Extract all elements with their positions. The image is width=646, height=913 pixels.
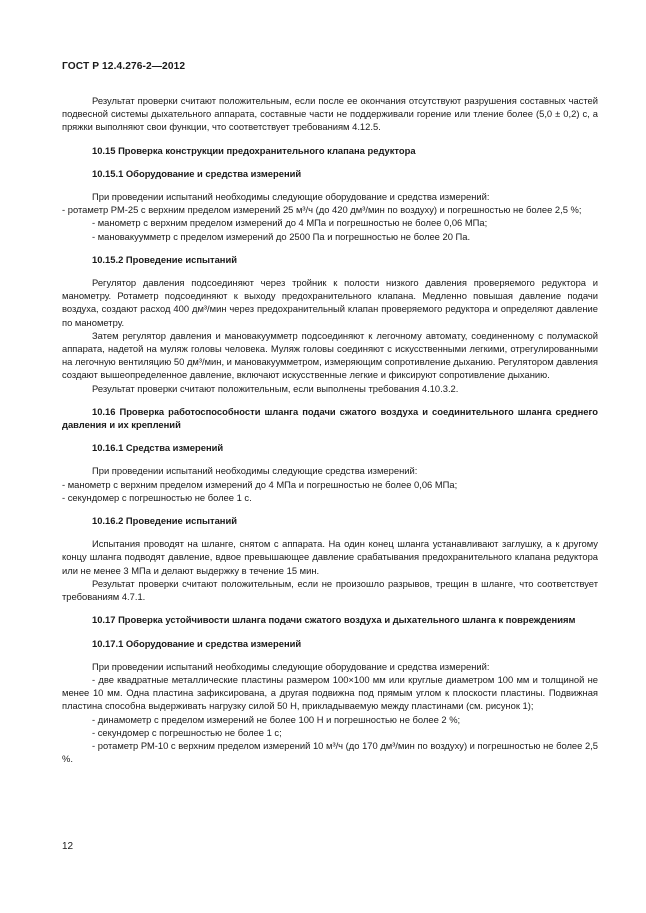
heading-10-15-2: 10.15.2 Проведение испытаний bbox=[92, 253, 237, 265]
heading-10-17-1: 10.17.1 Оборудование и средства измерений bbox=[92, 637, 302, 649]
paragraph-then-regulator: Затем регулятор давления и мановакуумметр подсоединяют к легочному автомату, соединенному с полумаской аппарата, надетой на муляж головы человека. Муляж головы соединяют с искусственными легкими, отрегулированными на легочную вентиляцию 50 дм³/мин, и мановакуумметром, измеряющим сопротивление дыханию. Регулятором давления создают вышеопределенное давление, включают искусственные легкие и фиксируют сопротивление дыханию. bbox=[62, 329, 598, 381]
document-body bbox=[62, 94, 598, 765]
heading-10-16-1: 10.16.1 Средства измерений bbox=[92, 442, 224, 454]
list-item-manometer-1: - манометр с верхним пределом измерений до 4 МПа и погрешностью не более 0,06 МПа; bbox=[92, 217, 488, 229]
list-item-rotameter-rm25: - ротаметр РМ-25 с верхним пределом измерений 25 м³/ч (до 420 дм³/мин по воздуху) и погрешностью не более 2,5 %; bbox=[62, 204, 582, 216]
heading-10-17: 10.17 Проверка устойчивости шланга подачи сжатого воздуха и дыхательного шланга к повреждениям bbox=[92, 614, 576, 626]
list-item-stopwatch-2: - секундомер с погрешностью не более 1 с; bbox=[92, 726, 282, 738]
list-item-rotameter-rm10: - ротаметр РМ-10 с верхним пределом измерений 10 м³/ч (до 170 дм³/мин по воздуху) и погрешностью не более 2,5 %. bbox=[62, 739, 598, 765]
list-item-plates: - две квадратные металлические пластины размером 100×100 мм или круглые диаметром 100 мм и толщиной не менее 10 мм. Одна пластина зафиксирована, а другая подвижна под прямым углом к плоскости пластины. Подвижная пластина способна выдерживать нагрузку силой 50 Н, прикладываемую между пластинами (см. рисунок 1); bbox=[62, 673, 598, 712]
list-item-manovacuummeter: - мановакуумметр с пределом измерений до 2500 Па и погрешностью не более 20 Па. bbox=[92, 230, 471, 242]
paragraph-regulator: Регулятор давления подсоединяют через тройник к полости низкого давления проверяемого редуктора и манометру. Ротаметр подсоединяют к выходу предохранительного клапана. Медленно повышая давление подачи воздуха, создают расход 400 дм³/мин через предохранительный клапан проверяемого редуктора и определяют давление по манометру. bbox=[62, 277, 598, 328]
paragraph-equipment-intro-2: При проведении испытаний необходимы следующие оборудование и средства измерений: bbox=[92, 660, 490, 672]
paragraph-hose-test: Испытания проводят на шланге, снятом с аппарата. На один конец шланга устанавливают заглушку, а к другому концу шланга подводят давление, вдвое превышающее давление срабатывания предохранительного клапана редуктора или не менее 3 МПа и делают выдержку в течение 15 мин. bbox=[62, 538, 598, 576]
paragraph-result-3: Результат проверки считают положительным, если не произошло разрывов, трещин в шланге, что соответствует требованиям 4.7.1. bbox=[62, 577, 598, 603]
heading-10-16-2: 10.16.2 Проведение испытаний bbox=[92, 515, 237, 527]
heading-10-15: 10.15 Проверка конструкции предохранительного клапана редуктора bbox=[92, 144, 416, 156]
paragraph-result-2: Результат проверки считают положительным, если выполнены требования 4.10.3.2. bbox=[92, 382, 459, 394]
page-number: 12 bbox=[62, 841, 74, 852]
list-item-stopwatch-1: - секундомер с погрешностью не более 1 с. bbox=[62, 491, 252, 503]
paragraph-result-1: Результат проверки считают положительным, если после ее окончания отсутствуют разрушения составных частей подвесной системы дыхательного аппарата, составные части не поддерживали горение или тление более (5,0 ± 0,2) с, а пряжки выполняют свои функции, что соответствует требованиям 4.12.5. bbox=[62, 95, 598, 133]
paragraph-equipment-intro-1: При проведении испытаний необходимы следующие оборудование и средства измерений: bbox=[92, 191, 490, 203]
heading-10-15-1: 10.15.1 Оборудование и средства измерений bbox=[92, 167, 302, 179]
heading-10-16: 10.16 Проверка работоспособности шланга подачи сжатого воздуха и соединительного шланга среднего давления и их креплений bbox=[62, 405, 598, 431]
paragraph-instruments-intro: При проведении испытаний необходимы следующие средства измерений: bbox=[92, 465, 418, 477]
standard-code-header: ГОСТ Р 12.4.276-2—2012 bbox=[62, 61, 186, 72]
list-item-manometer-2: - манометр с верхним пределом измерений до 4 МПа и погрешностью не более 0,06 МПа; bbox=[62, 478, 458, 490]
list-item-dynamometer: - динамометр с пределом измерений не более 100 Н и погрешностью не более 2 %; bbox=[92, 713, 461, 725]
